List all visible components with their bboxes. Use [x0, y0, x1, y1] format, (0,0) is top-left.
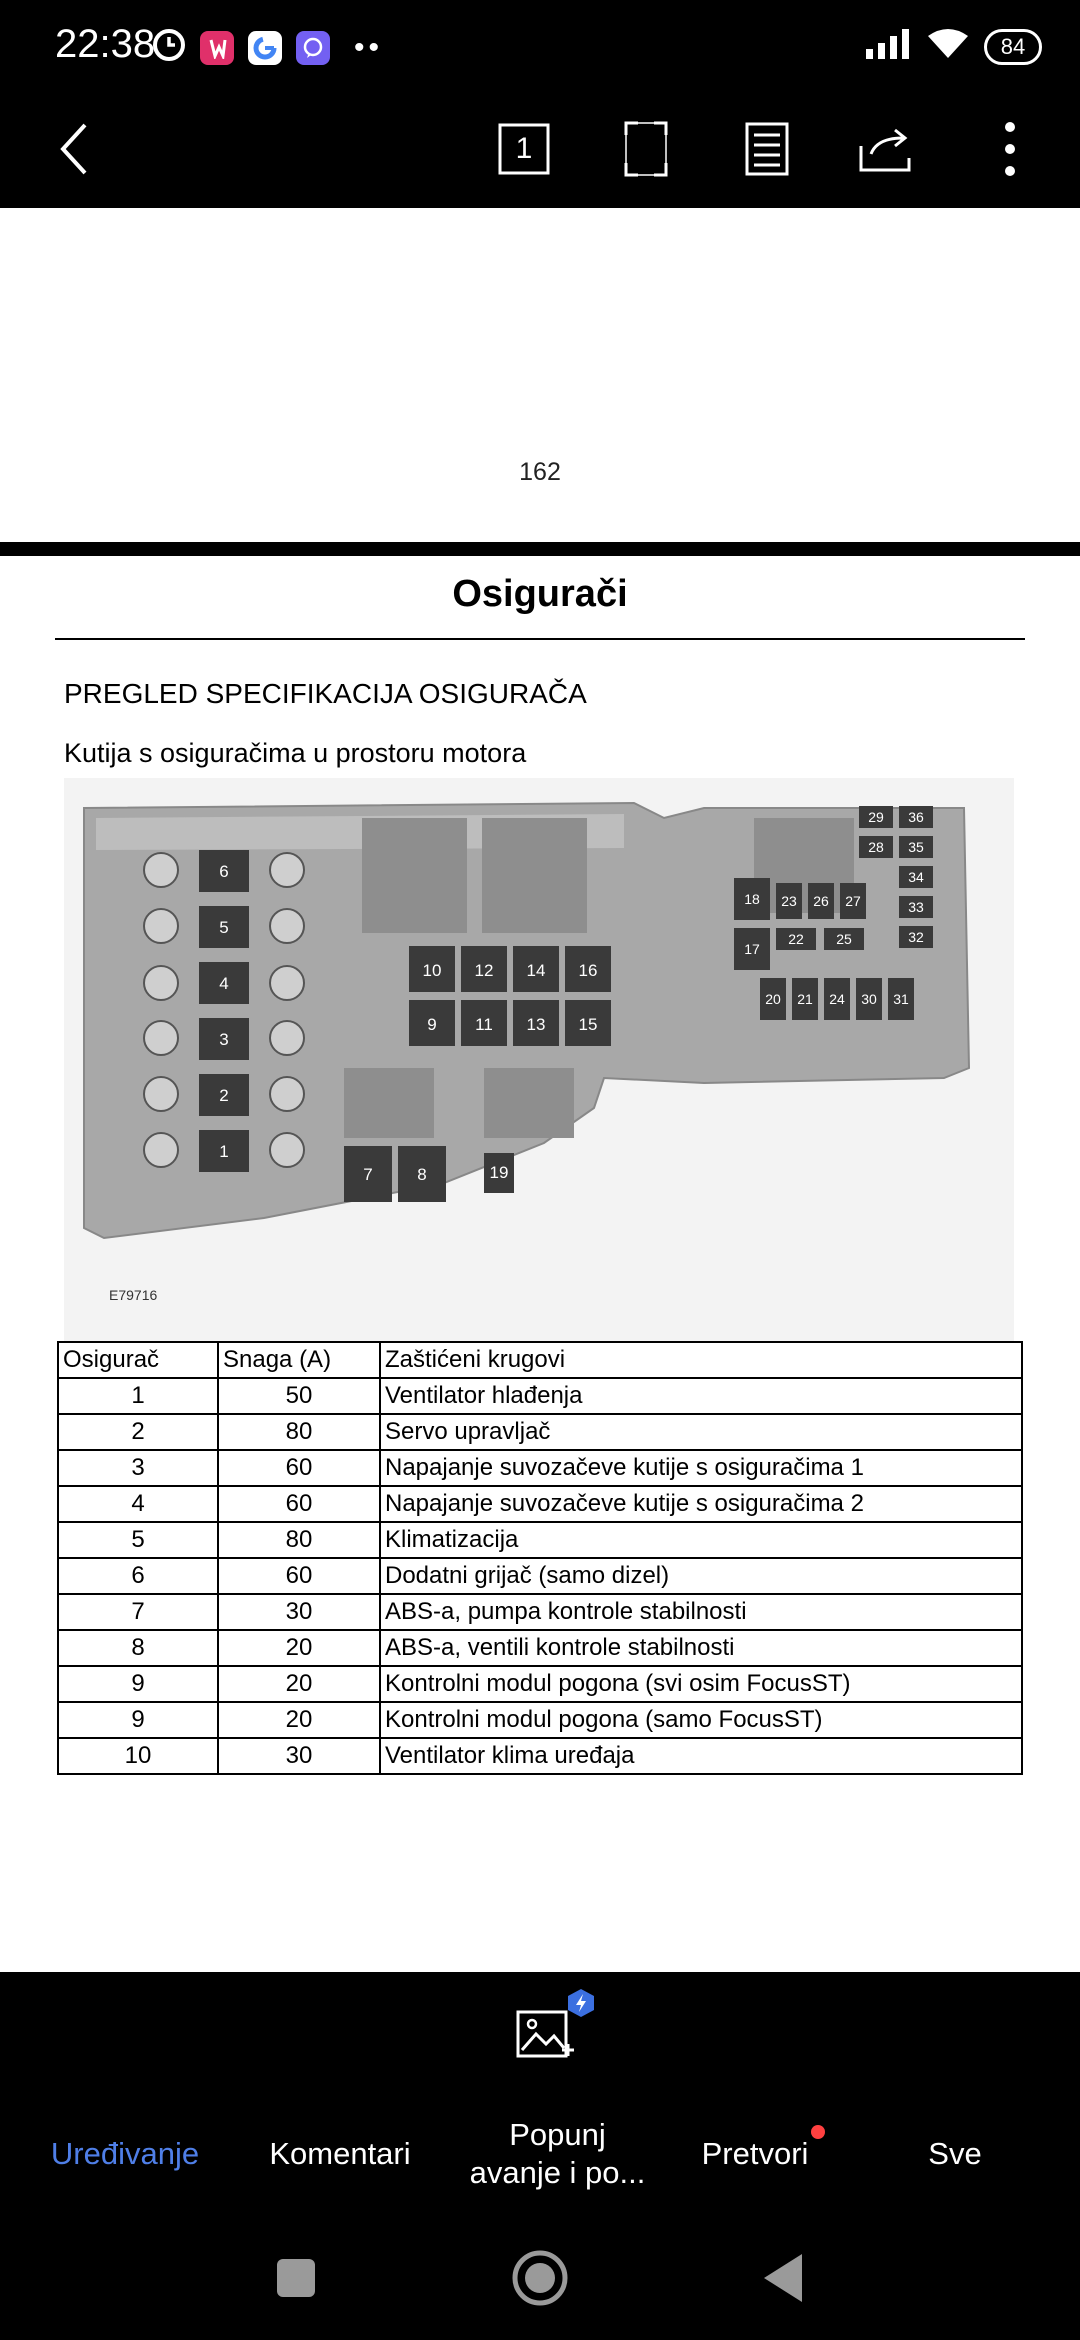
cell-circuit: Servo upravljač	[380, 1414, 1022, 1450]
cell-fuse: 8	[58, 1630, 218, 1666]
cell-rating: 30	[218, 1594, 380, 1630]
cell-rating: 60	[218, 1450, 380, 1486]
more-notifications-icon: ••	[354, 30, 384, 64]
cell-circuit: Dodatni grijač (samo dizel)	[380, 1558, 1022, 1594]
wifi-icon	[928, 28, 968, 65]
fuse-label: 29	[868, 809, 884, 825]
cell-circuit: Ventilator klima uređaja	[380, 1738, 1022, 1774]
cell-fuse: 2	[58, 1414, 218, 1450]
table-row	[58, 1630, 1022, 1666]
cell-circuit: Napajanje suvozačeve kutije s osiguračima 1	[380, 1450, 1022, 1486]
fuse-label: 15	[578, 1015, 598, 1034]
fuse-label: 12	[474, 961, 494, 980]
table-row	[58, 1738, 1022, 1774]
premium-bolt-icon	[566, 1988, 596, 2023]
clock: 22:38	[55, 22, 156, 66]
cell-rating: 30	[218, 1738, 380, 1774]
fullscreen-button[interactable]	[611, 114, 681, 184]
signal-icon	[864, 29, 912, 64]
page-number: 162	[519, 458, 561, 486]
cell-fuse: 1	[58, 1378, 218, 1414]
cell-fuse: 9	[58, 1666, 218, 1702]
fuse-label: 14	[526, 961, 546, 980]
section-heading: PREGLED SPECIFIKACIJA OSIGURAČA	[64, 678, 587, 709]
page-title: Osigurači	[452, 573, 628, 615]
table-header-row	[58, 1342, 1022, 1378]
table-row	[58, 1486, 1022, 1522]
home-button[interactable]	[511, 2249, 569, 2312]
table-row	[58, 1702, 1022, 1738]
fuse-label: 13	[526, 1015, 546, 1034]
tab-convert[interactable]	[670, 2092, 840, 2216]
fuse-label: 23	[781, 893, 797, 909]
tab-comments[interactable]: Komentari	[269, 2136, 411, 2171]
fuse-label: 34	[908, 869, 924, 885]
more-options-button[interactable]	[975, 114, 1045, 184]
cell-fuse: 9	[58, 1702, 218, 1738]
table-row	[58, 1378, 1022, 1414]
cell-circuit: Klimatizacija	[380, 1522, 1022, 1558]
fuse-label: 36	[908, 809, 924, 825]
document-view[interactable]	[0, 208, 1080, 1972]
fuse-label: 25	[836, 931, 852, 947]
reading-mode-button[interactable]	[732, 114, 802, 184]
fuse-label: 8	[417, 1165, 427, 1184]
fuse-label: 22	[788, 931, 804, 947]
cell-circuit: Kontrolni modul pogona (samo FocusST)	[380, 1702, 1022, 1738]
share-button[interactable]	[852, 114, 922, 184]
cell-rating: 20	[218, 1630, 380, 1666]
fuse-label: 31	[893, 991, 909, 1007]
fuse-label: 28	[868, 839, 884, 855]
fuse-label: 3	[219, 1030, 229, 1049]
page-separator	[0, 542, 1080, 556]
title-divider	[55, 638, 1025, 640]
figure-code: E79716	[109, 1287, 158, 1303]
back-button[interactable]	[40, 114, 110, 184]
cell-circuit: ABS-a, pumpa kontrole stabilnosti	[380, 1594, 1022, 1630]
fuse-spec-table	[57, 1341, 1023, 1775]
tab-edit[interactable]: Uređivanje	[50, 2136, 200, 2171]
viber-icon	[296, 31, 330, 65]
fuse-label: 27	[845, 893, 861, 909]
viewer-toolbar	[0, 96, 1080, 208]
cell-fuse: 3	[58, 1450, 218, 1486]
notification-dot	[811, 2125, 825, 2139]
table-row	[58, 1558, 1022, 1594]
table-row	[58, 1594, 1022, 1630]
cell-rating: 20	[218, 1666, 380, 1702]
back-nav-button[interactable]	[762, 2252, 804, 2309]
fuse-label: 33	[908, 899, 924, 915]
cell-rating: 60	[218, 1486, 380, 1522]
fuse-label: 30	[861, 991, 877, 1007]
cell-fuse: 7	[58, 1594, 218, 1630]
fuse-label: 35	[908, 839, 924, 855]
table-row	[58, 1450, 1022, 1486]
recents-button[interactable]	[276, 2258, 316, 2303]
cell-rating: 80	[218, 1414, 380, 1450]
tab-all[interactable]: Sve	[928, 2136, 982, 2171]
fuse-label: 17	[744, 941, 760, 957]
fuse-label: 2	[219, 1086, 229, 1105]
cell-circuit: Ventilator hlađenja	[380, 1378, 1022, 1414]
cell-fuse: 4	[58, 1486, 218, 1522]
table-row	[58, 1522, 1022, 1558]
table-row	[58, 1414, 1022, 1450]
sub-heading: Kutija s osiguračima u prostoru motora	[64, 738, 527, 768]
fuse-label: 24	[829, 991, 845, 1007]
battery-indicator: 84	[984, 29, 1042, 65]
fuse-label: 1	[219, 1142, 229, 1161]
cell-circuit: ABS-a, ventili kontrole stabilnosti	[380, 1630, 1022, 1666]
tab-fill-line2: avanje i po...	[469, 2155, 646, 2190]
cell-rating: 60	[218, 1558, 380, 1594]
fuse-label: 9	[427, 1015, 437, 1034]
fuse-label: 16	[578, 961, 598, 980]
alarm-icon	[152, 28, 186, 67]
cell-fuse: 5	[58, 1522, 218, 1558]
google-icon	[248, 31, 282, 65]
bottom-tab-bar	[0, 2092, 1080, 2216]
fuse-label: 11	[475, 1015, 493, 1034]
header-fuse: Osigurač	[58, 1342, 218, 1378]
cell-rating: 20	[218, 1702, 380, 1738]
tab-fill-line1: Popunj	[509, 2117, 606, 2152]
cell-fuse: 10	[58, 1738, 218, 1774]
table-row	[58, 1666, 1022, 1702]
cell-rating: 50	[218, 1378, 380, 1414]
fuse-label: 26	[813, 893, 829, 909]
tab-convert-label: Pretvori	[701, 2136, 809, 2171]
header-rating: Snaga (A)	[218, 1342, 380, 1378]
insert-image-button[interactable]	[512, 1990, 592, 2070]
tab-fill-sign[interactable]	[450, 2092, 665, 2216]
fuse-label: 20	[765, 991, 781, 1007]
cell-circuit: Napajanje suvozačeve kutije s osiguračima 2	[380, 1486, 1022, 1522]
fuse-box-diagram	[64, 778, 1014, 1343]
app-notification-icon	[200, 31, 234, 65]
cell-fuse: 6	[58, 1558, 218, 1594]
cell-circuit: Kontrolni modul pogona (svi osim FocusST)	[380, 1666, 1022, 1702]
fuse-label: 7	[363, 1165, 373, 1184]
fuse-label: 5	[219, 918, 229, 937]
fuse-label: 18	[744, 891, 760, 907]
page-count-label: 1	[515, 132, 533, 165]
cell-rating: 80	[218, 1522, 380, 1558]
fuse-label: 4	[219, 974, 229, 993]
page-count-button[interactable]	[489, 114, 559, 184]
fuse-label: 10	[422, 961, 442, 980]
status-bar	[0, 0, 1080, 96]
fuse-label: 32	[908, 929, 924, 945]
system-nav-bar	[0, 2216, 1080, 2340]
fuse-label: 21	[797, 991, 813, 1007]
insert-bar	[0, 1972, 1080, 2094]
fuse-label: 19	[489, 1163, 509, 1182]
header-circuits: Zaštićeni krugovi	[380, 1342, 1022, 1378]
fuse-label: 6	[219, 862, 229, 881]
